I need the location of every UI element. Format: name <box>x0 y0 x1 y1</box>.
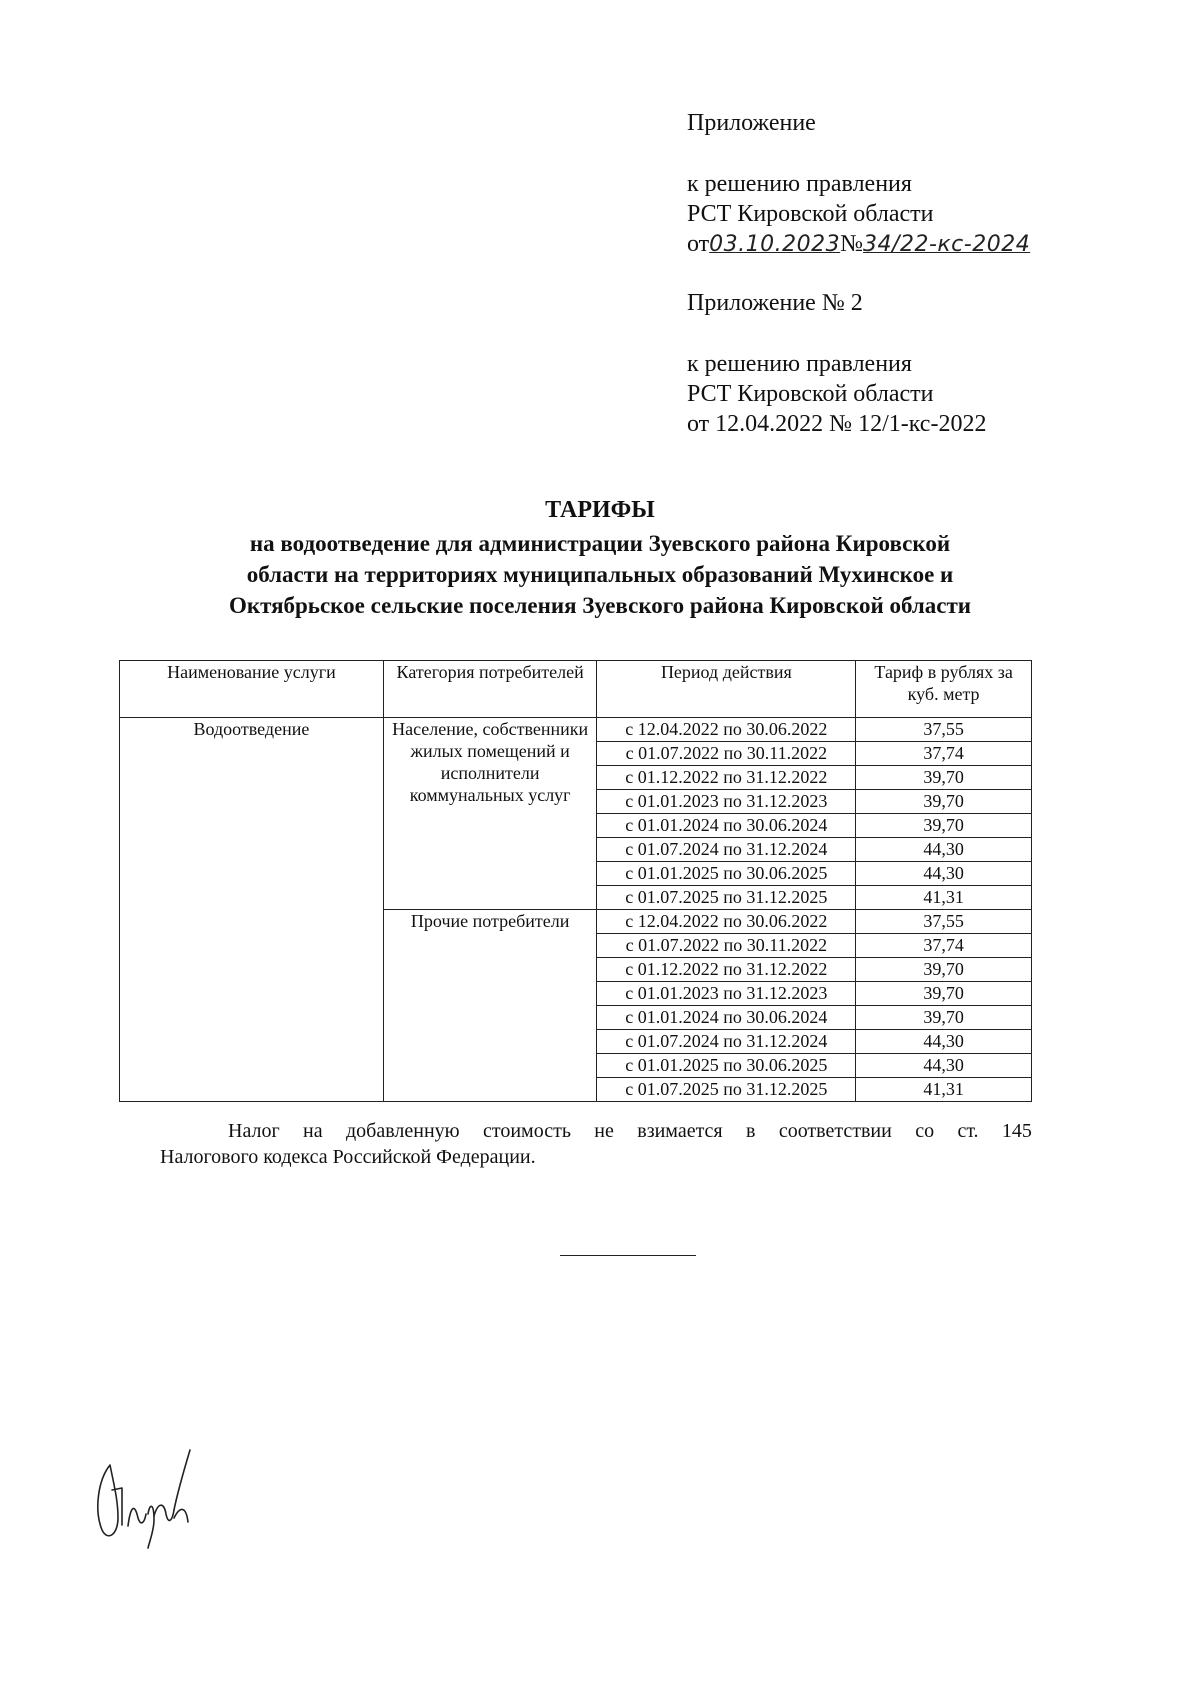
rate-cell: 44,30 <box>856 1054 1032 1078</box>
title-line-2: области на территориях муниципальных образований Мухинское и <box>246 562 954 587</box>
vat-note-word: не <box>594 1120 614 1142</box>
vat-note-word: Налог <box>228 1120 280 1142</box>
rate-cell: 37,55 <box>856 910 1032 934</box>
rate-cell: 37,74 <box>856 934 1032 958</box>
rate-cell: 37,55 <box>856 718 1032 742</box>
period-cell: с 01.01.2025 по 30.06.2025 <box>597 862 856 886</box>
rate-cell: 39,70 <box>856 790 1032 814</box>
rate-cell: 39,70 <box>856 766 1032 790</box>
header-service: Наименование услуги <box>120 661 384 718</box>
period-cell: с 01.01.2023 по 31.12.2023 <box>597 790 856 814</box>
rate-cell: 44,30 <box>856 1030 1032 1054</box>
period-cell: с 12.04.2022 по 30.06.2022 <box>597 910 856 934</box>
vat-note-word: соответствии <box>778 1120 892 1142</box>
period-cell: с 01.01.2024 по 30.06.2024 <box>597 814 856 838</box>
appendix1-reference <box>687 229 1030 260</box>
period-cell: с 01.07.2022 по 30.11.2022 <box>597 742 856 766</box>
table-row <box>120 718 1032 742</box>
header-category: Категория потребителей <box>383 661 597 718</box>
vat-note-line-2: Налогового кодекса Российской Федерации. <box>160 1146 536 1168</box>
title-line-1: на водоотведение для администрации Зуевского района Кировской <box>249 531 951 556</box>
period-cell: с 01.01.2023 по 31.12.2023 <box>597 982 856 1006</box>
vat-note-word: со <box>915 1120 935 1142</box>
rate-cell: 44,30 <box>856 838 1032 862</box>
rate-cell: 41,31 <box>856 886 1032 910</box>
appendix2-line2: РСТ Кировской области <box>687 381 934 407</box>
rate-cell: 41,31 <box>856 1078 1032 1102</box>
period-cell: с 01.12.2022 по 31.12.2022 <box>597 766 856 790</box>
period-cell: с 01.01.2025 по 30.06.2025 <box>597 1054 856 1078</box>
category-cell-population: Население, собственники жилых помещений и исполнители коммунальных услуг <box>383 718 597 910</box>
table-header-row <box>120 661 1032 718</box>
rate-cell: 37,74 <box>856 742 1032 766</box>
appendix1-title: Приложение <box>687 110 816 136</box>
appendix1-line1: к решению правления <box>687 171 912 197</box>
rate-cell: 39,70 <box>856 982 1032 1006</box>
appendix2-line3: от 12.04.2022 № 12/1-кс-2022 <box>687 411 987 437</box>
closing-divider <box>560 1255 696 1256</box>
vat-note-word: 145 <box>1001 1120 1032 1142</box>
header-period: Период действия <box>597 661 856 718</box>
service-cell: Водоотведение <box>120 718 384 1102</box>
appendix1-from-label: от <box>687 231 710 257</box>
vat-note-line-1 <box>160 1118 1032 1144</box>
vat-note-word: в <box>746 1120 756 1142</box>
appendix1-line2: РСТ Кировской области <box>687 201 934 227</box>
title-main: ТАРИФЫ <box>545 497 655 523</box>
vat-note-word: на <box>303 1120 323 1142</box>
rate-cell: 44,30 <box>856 862 1032 886</box>
rate-cell: 39,70 <box>856 814 1032 838</box>
appendix2-line1: к решению правления <box>687 351 912 377</box>
appendix2-title: Приложение № 2 <box>687 290 863 316</box>
header-rate: Тариф в рублях за куб. метр <box>856 661 1032 718</box>
category-cell-other: Прочие потребители <box>383 910 597 1102</box>
period-cell: с 01.01.2024 по 30.06.2024 <box>597 1006 856 1030</box>
vat-note-word: стоимость <box>482 1120 571 1142</box>
signature-icon <box>88 1430 208 1550</box>
period-cell: с 12.04.2022 по 30.06.2022 <box>597 718 856 742</box>
title-line-3: Октябрьское сельские поселения Зуевского района Кировской области <box>228 593 972 618</box>
appendix1-number-sign: № <box>840 231 864 257</box>
period-cell: с 01.07.2024 по 31.12.2024 <box>597 838 856 862</box>
rate-cell: 39,70 <box>856 1006 1032 1030</box>
period-cell: с 01.07.2024 по 31.12.2024 <box>597 1030 856 1054</box>
rate-cell: 39,70 <box>856 958 1032 982</box>
tariff-table <box>119 660 1032 1102</box>
appendix1-handwritten-date: 03.10.2023 <box>709 232 841 257</box>
vat-note-word: ст. <box>957 1120 979 1142</box>
appendix1-handwritten-number: 34/22-кс-2024 <box>863 232 1031 257</box>
period-cell: с 01.07.2025 по 31.12.2025 <box>597 886 856 910</box>
period-cell: с 01.07.2022 по 30.11.2022 <box>597 934 856 958</box>
period-cell: с 01.07.2025 по 31.12.2025 <box>597 1078 856 1102</box>
vat-note-word: взимается <box>637 1120 723 1142</box>
period-cell: с 01.12.2022 по 31.12.2022 <box>597 958 856 982</box>
document-title <box>140 495 1060 621</box>
vat-note <box>160 1118 1032 1170</box>
vat-note-word: добавленную <box>346 1120 460 1142</box>
